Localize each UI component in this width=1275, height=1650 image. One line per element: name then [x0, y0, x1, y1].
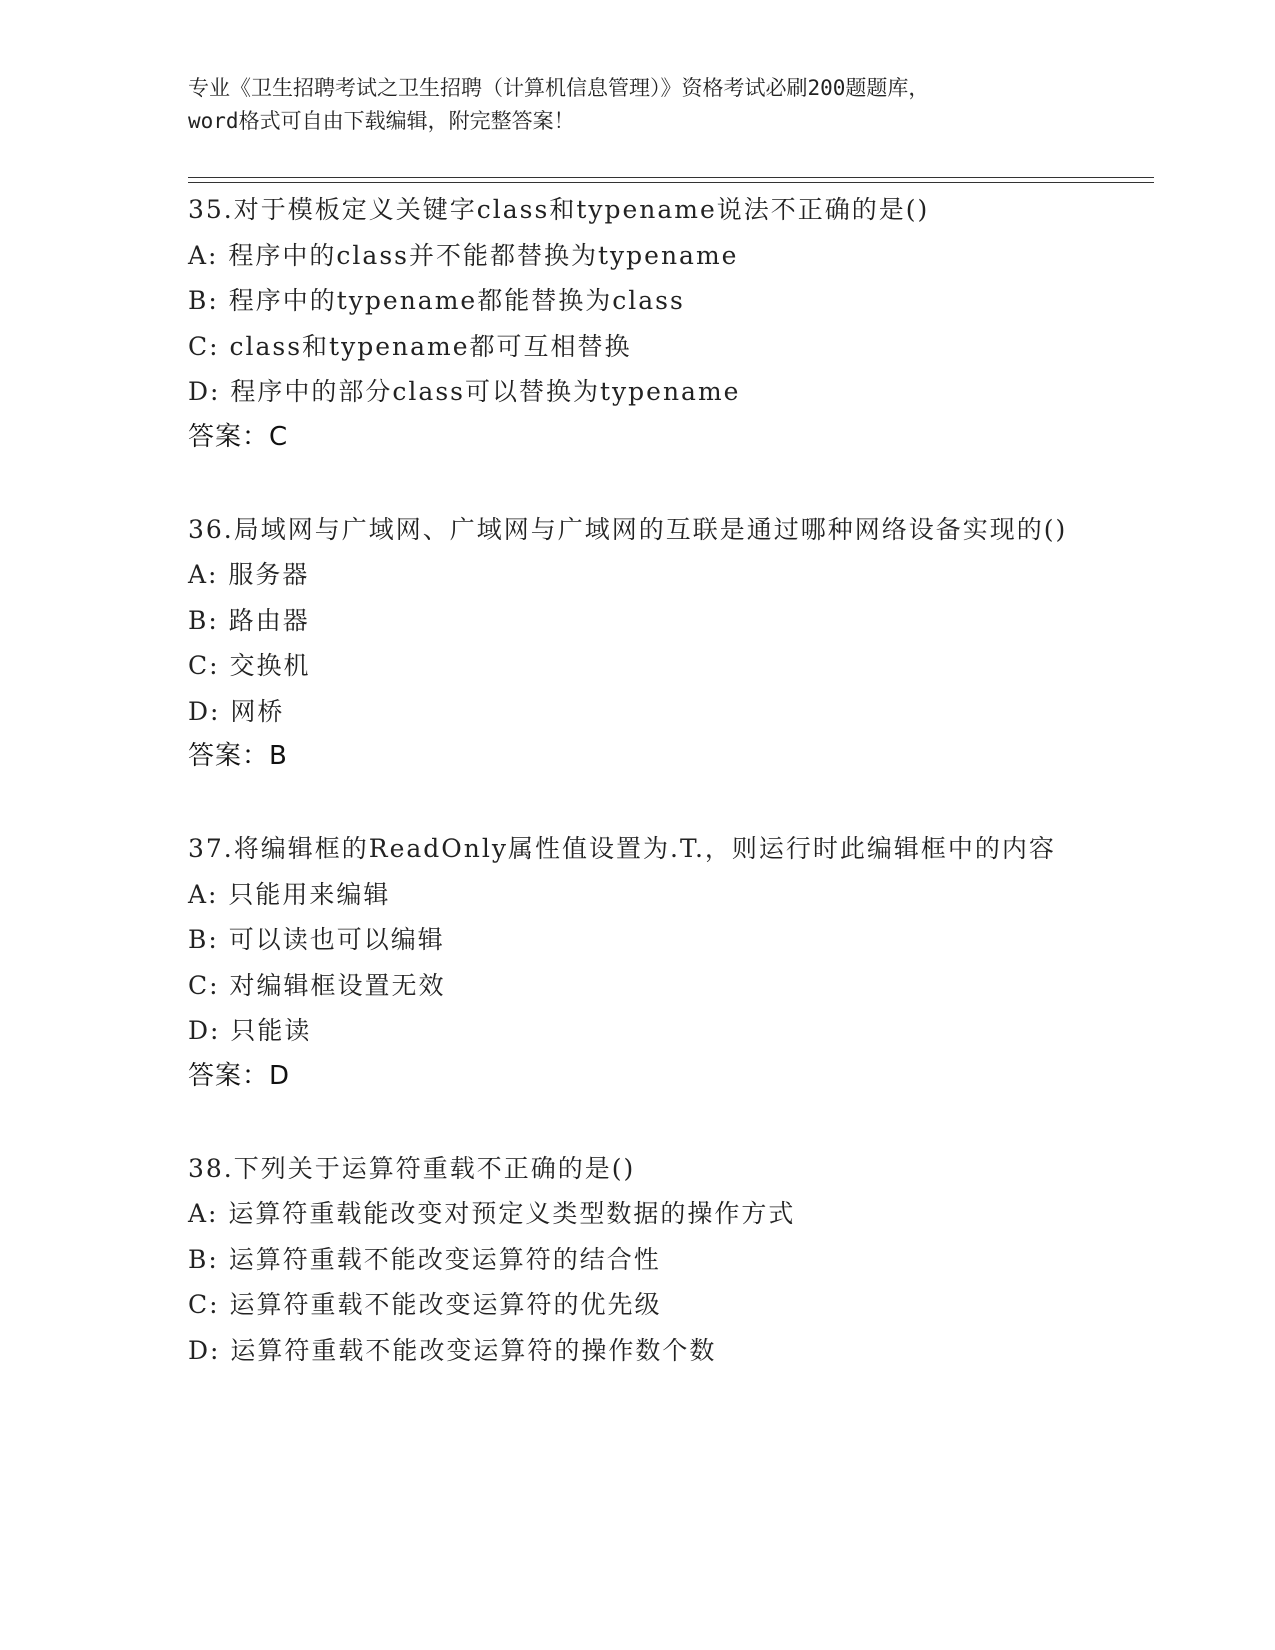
option-c: C: 运算符重载不能改变运算符的优先级: [188, 1290, 662, 1319]
answer-label: 答案：C: [188, 421, 289, 452]
option-a: A: 运算符重载能改变对预定义类型数据的操作方式: [188, 1199, 796, 1228]
option-d: D: 运算符重载不能改变运算符的操作数个数: [188, 1335, 717, 1365]
header-divider-bottom: [188, 182, 1154, 183]
question-stem: 37.将编辑框的ReadOnly属性值设置为.T.，则运行时此编辑框中的内容: [188, 834, 1056, 863]
header-line-2: word格式可自由下载编辑，附完整答案！: [188, 109, 575, 133]
option-a: A: 程序中的class并不能都替换为typename: [188, 240, 739, 270]
option-a: A: 服务器: [188, 560, 310, 589]
question-38: [188, 1146, 1088, 1374]
answer-label: 答案：D: [188, 1060, 291, 1091]
option-b: B: 程序中的typename都能替换为class: [188, 286, 685, 315]
option-d: D: 程序中的部分class可以替换为typename: [188, 377, 741, 406]
option-d: D: 只能读: [188, 1016, 312, 1045]
header-divider-top: [188, 177, 1154, 178]
question-stem: 35.对于模板定义关键字class和typename说法不正确的是(): [188, 195, 930, 224]
option-a: A: 只能用来编辑: [188, 879, 391, 909]
option-c: C: class和typename都可互相替换: [188, 331, 632, 361]
option-b: B: 路由器: [188, 605, 310, 635]
answer-label: 答案：B: [188, 741, 288, 771]
option-d: D: 网桥: [188, 696, 285, 726]
question-list: [188, 187, 1088, 1420]
question-37: [188, 826, 1088, 1099]
option-b: B: 运算符重载不能改变运算符的结合性: [188, 1244, 661, 1274]
option-c: C: 交换机: [188, 651, 311, 680]
question-36: [188, 507, 1088, 780]
document-header: [188, 72, 1088, 138]
option-c: C: 对编辑框设置无效: [188, 970, 446, 1000]
question-35: [188, 187, 1088, 460]
header-line-1: 专业《卫生招聘考试之卫生招聘（计算机信息管理）》资格考试必刷200题题库，: [188, 76, 930, 100]
question-stem: 36.局域网与广域网、广域网与广域网的互联是通过哪种网络设备实现的(): [188, 514, 1068, 544]
question-stem: 38.下列关于运算符重载不正确的是(): [188, 1153, 636, 1183]
option-b: B: 可以读也可以编辑: [188, 925, 445, 954]
